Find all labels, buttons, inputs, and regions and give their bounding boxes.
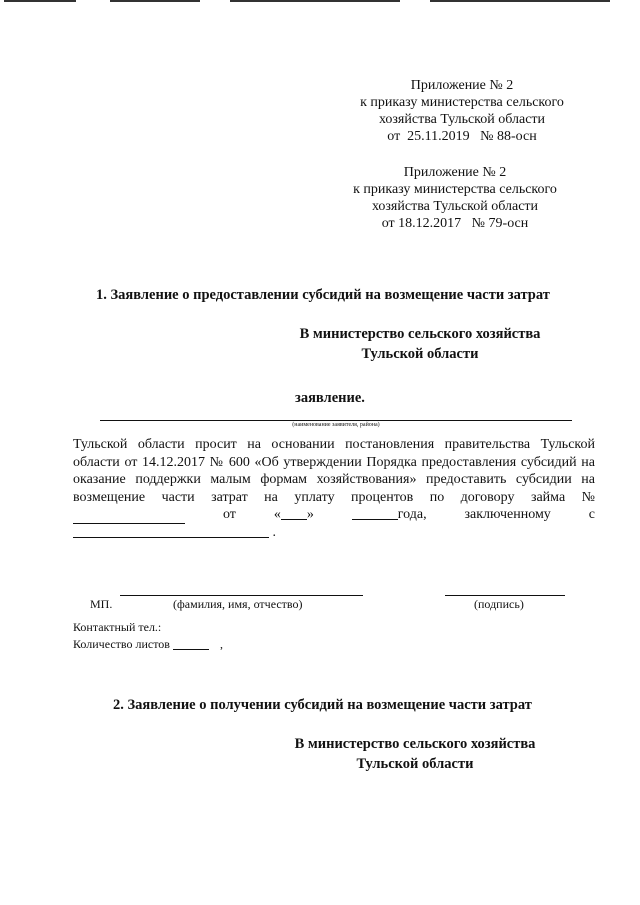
addressee-line: Тульской области bbox=[356, 756, 474, 772]
word: № bbox=[581, 489, 595, 505]
word: договору bbox=[460, 489, 515, 505]
appendix-line: хозяйства Тульской области bbox=[371, 199, 539, 214]
concluded-label: заключенному bbox=[464, 507, 551, 523]
applicant-name-line[interactable] bbox=[100, 420, 572, 421]
word: на bbox=[264, 489, 278, 505]
word: затрат bbox=[211, 489, 248, 505]
full-name-caption: (фамилия, имя, отчество) bbox=[173, 597, 303, 611]
appendix-line: к приказу министерства сельского bbox=[353, 182, 557, 197]
appendix-block-2 bbox=[333, 164, 577, 232]
appendix-title: Приложение № 2 bbox=[403, 165, 507, 180]
sheet-count-field[interactable] bbox=[173, 639, 209, 650]
scan-edge-mark bbox=[230, 0, 400, 2]
loan-year-field[interactable] bbox=[352, 506, 398, 520]
addressee-block-1 bbox=[280, 324, 560, 364]
from-label: от bbox=[222, 507, 236, 523]
scan-edge-mark bbox=[110, 0, 200, 2]
scan-edge-mark bbox=[430, 0, 610, 2]
loan-number-field[interactable] bbox=[73, 510, 185, 524]
contact-phone-label: Контактный тел.: bbox=[73, 620, 162, 634]
signature-caption: (подпись) bbox=[474, 597, 524, 611]
end-dot: . bbox=[272, 524, 276, 540]
quote-open: « bbox=[273, 507, 281, 523]
appendix-line: хозяйства Тульской области bbox=[378, 112, 546, 127]
appendix-line: к приказу министерства сельского bbox=[360, 95, 564, 110]
statement-paragraph bbox=[73, 436, 595, 542]
addressee-line: В министерство сельского хозяйства bbox=[294, 736, 536, 752]
appendix-block-1 bbox=[340, 77, 584, 145]
scan-edge-mark bbox=[4, 0, 76, 2]
statement-word: заявление. bbox=[295, 390, 365, 406]
lender-field[interactable] bbox=[73, 524, 269, 538]
word: уплату bbox=[294, 489, 335, 505]
appendix-title: Приложение № 2 bbox=[410, 78, 514, 93]
appendix-date-number: от 18.12.2017 № 79-осн bbox=[381, 216, 529, 231]
quote-close: » bbox=[306, 507, 314, 523]
loan-day-field[interactable] bbox=[281, 506, 307, 520]
loan-day-group bbox=[274, 506, 314, 524]
full-name-line[interactable] bbox=[120, 595, 363, 596]
addressee-block-2 bbox=[275, 734, 555, 774]
paragraph-line: области от 14.12.2017 № 600 «Об утверждении Порядка предоставления субсидий на bbox=[73, 454, 595, 470]
appendix-date-number: от 25.11.2019 № 88-осн bbox=[387, 129, 537, 144]
paragraph-line-last bbox=[73, 489, 595, 507]
loan-details-row bbox=[73, 506, 595, 524]
sheet-count-label: Количество листов bbox=[73, 637, 170, 651]
section-2-heading: 2. Заявление о получении субсидий на возмещение части затрат bbox=[113, 697, 532, 713]
addressee-line: В министерство сельского хозяйства bbox=[299, 326, 541, 342]
paragraph-line: оказание поддержки малым формам хозяйствования» предоставить субсидии на bbox=[73, 472, 595, 488]
section-1-heading: 1. Заявление о предоставлении субсидий на возмещение части затрат bbox=[96, 287, 550, 303]
signature-line[interactable] bbox=[445, 595, 565, 596]
word: по bbox=[429, 489, 445, 505]
year-label: года, bbox=[397, 507, 427, 523]
word: займа bbox=[530, 489, 566, 505]
stamp-label: МП. bbox=[90, 597, 113, 611]
sheet-count-row bbox=[73, 637, 223, 652]
word: процентов bbox=[351, 489, 414, 505]
with-label: с bbox=[588, 507, 595, 523]
word: возмещение bbox=[73, 489, 146, 505]
sheet-count-comma: , bbox=[219, 637, 223, 651]
word: части bbox=[161, 489, 195, 505]
paragraph-line: Тульской области просит на основании постановления правительства Тульской bbox=[73, 437, 595, 452]
addressee-line: Тульской области bbox=[361, 346, 479, 362]
applicant-name-caption: (наименование заявителя, района) bbox=[292, 422, 380, 428]
lender-row bbox=[73, 524, 595, 542]
loan-year-group bbox=[352, 506, 427, 524]
